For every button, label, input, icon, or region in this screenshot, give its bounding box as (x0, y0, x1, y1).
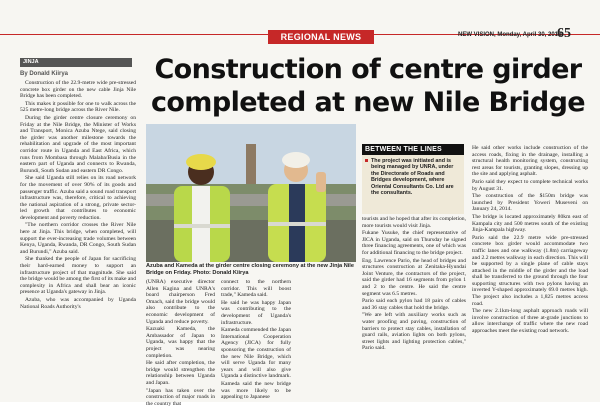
paragraph: "The northern corridor crosses the River Nile here at Jinja. This bridge, when completed, will support the ever-increasing trade volumes between Kenya, Uganda, Rwanda, DR Congo, South Sudan and Burundi," Azuba said. (20, 222, 136, 255)
photo-caption: Azuba and Kameda at the girder centre closing ceremony at the new Jinja Nile Bridge on Friday. Photo: Donald Kiirya (146, 263, 358, 277)
paragraph: Kameda commended the Japan International Cooperation Agency (JICA) for fully sponsoring the construction of the new Nile Bridge, which will serve Uganda for many years and will also give Uganda a distinctive landmark. (221, 327, 291, 380)
paragraph: The bridge is located approximately 80km east of Kampala city and 500 metres south of the existing Jinja-Kampala highway. (472, 214, 588, 234)
paragraph: He said he was happy Japan was contributing to the development of Uganda's infrastructure. (221, 300, 291, 326)
paragraph: During the girder centre closure ceremony on Friday at the Nile Bridge, the Minister of Works and Transport, Monica Azuba Ntege, said closing the girder was another milestone towards the rehabilitation and upgrade of the most important corridor route in Uganda and East Africa, which runs from Mombasa through Malaba/Busia in the eastern part of Uganda and connects to Rwanda, Burundi, South Sudan and eastern DR Congo. (20, 115, 136, 174)
box-item: The project was initiated and is being managed by UNRA, under the Directorate of Roads and Bridges development, where Oriental Consultants Co. Ltd are the consultants. (365, 158, 461, 196)
left-column (20, 80, 136, 398)
paragraph: Pario said the 22.9 metre wide pre-stressed concrete box girder would accommodate two traffic lanes and one walkway (1.8m) carriageway and 2.2 metres walkway in each direction. This will be supported by a single plane of cable stays attached in the middle of the girder and the load shall be transferred to the ground through the four supporting structures with two pylons having an inverted Y-shaped approximately 69.0 metres high. The project also includes a 1,825 metres access road. (472, 235, 588, 308)
paragraph: The construction of the $150m bridge was launched by President Yoweri Museveni on January 24, 2014. (472, 193, 588, 213)
paragraph: Pario said they expect to complete technical works by August 31. (472, 179, 588, 192)
paragraph: Azuba, who was accompanied by Uganda National Roads Authority's (20, 297, 136, 310)
photo-illustration (146, 124, 356, 262)
paragraph: She said Uganda still relies on its road network for the movement of over 90% of its goods and passenger traffic. Azuba said a sound road transport infrastructure was, therefore, critical to achieving the national aspiration of a strong, private sector-led growth that contributes to economic development and poverty reduction. (20, 175, 136, 221)
paragraph: The new 2.1km-long asphalt approach roads will involve construction of three at-grade junctions to allow interchange of traffic where the new road approaches meet the existing road network. (472, 308, 588, 334)
paragraph: (UNRA) executive director Allen Kagina and UNRA's board chairperson Fred Omach, said the bridge would also contribute to the economic development of Uganda and reduce poverty. (146, 279, 215, 325)
paragraph: Fukane Yusuke, the chief representative of JICA in Uganda, said on Thursday he signed three financing agreements, one of which was for additional financing to the bridge project. (362, 230, 466, 256)
body-column-d (472, 145, 588, 398)
paragraph: He said after completion, the bridge would strengthen the relationship between Uganda and Japan. (146, 360, 215, 386)
paragraph: tourists and he hoped that after its completion, more tourists would visit Jinja. (362, 216, 466, 229)
paragraph: This makes it possible for one to walk across the 525 metre-long bridge across the River Nile. (20, 101, 136, 114)
body-column-c (362, 216, 466, 398)
paragraph: He said other works include construction of the access roads, fixing in the drainage, installing a structural health monitoring system, constructing rest areas for tourists, granting slopes, dressing up the site and applying asphalt. (472, 145, 588, 178)
paragraph: "Japan has taken over the construction of major roads in the country that (146, 388, 215, 407)
paragraph: connect to the northern corridor. This will boost trade," Kameda said. (221, 279, 291, 299)
box-title: BETWEEN THE LINES (362, 144, 464, 155)
paragraph: Kazuaki Kameda, the Ambassador of Japan to Uganda, was happy that the project was nearing completion. (146, 326, 215, 359)
byline: By Donald Kiirya (20, 71, 68, 77)
location-tag: JINJA (20, 58, 132, 67)
paragraph: Eng. Lawrence Pario, the head of bridges and structures construction at Zenitaka-Hyundai Joint Venture, the contractors of the project, said the girder had 16 segments from pylon 1 and 2 to the centre. He said the centre segment was 6.5 metres. (362, 258, 466, 298)
headline: Construction of centre girder completed at new Nile Bridge (144, 53, 592, 119)
article-photo (146, 124, 356, 262)
paragraph: Pario said each pylon had 18 pairs of cables and 36 stay cables that hold the bridge. (362, 298, 466, 311)
box-list (362, 155, 464, 196)
publication-dateline: NEW VISION, Monday, April 30, 2018 (458, 32, 561, 38)
body-column-b (221, 279, 291, 399)
section-tag: REGIONAL NEWS (268, 30, 374, 44)
paragraph: "We are left with auxiliary works such as water proofing and paving, construction of barriers to protect stay cables, installation of guard rails, aviation lights on both pylons, street lights and lighting protection cables," Pario said. (362, 312, 466, 352)
paragraph: Construction of the 22.9-metre wide pre-stressed concrete box girder on the new cable Jinja Nile Bridge has been completed. (20, 80, 136, 100)
page-number: 65 (557, 26, 571, 42)
paragraph: She thanked the people of Japan for sacrificing their hard-earned money to support an infrastructure project of that magnitude. She said the bridge would be among the first of its make and complexity in Africa and shall bear an iconic presence at Uganda's gateway in Jinja. (20, 256, 136, 296)
between-the-lines-box (362, 144, 464, 214)
paragraph: Kameda said the new bridge was more likely to be appealing to Japanese (221, 381, 291, 401)
body-column-a (146, 279, 215, 399)
